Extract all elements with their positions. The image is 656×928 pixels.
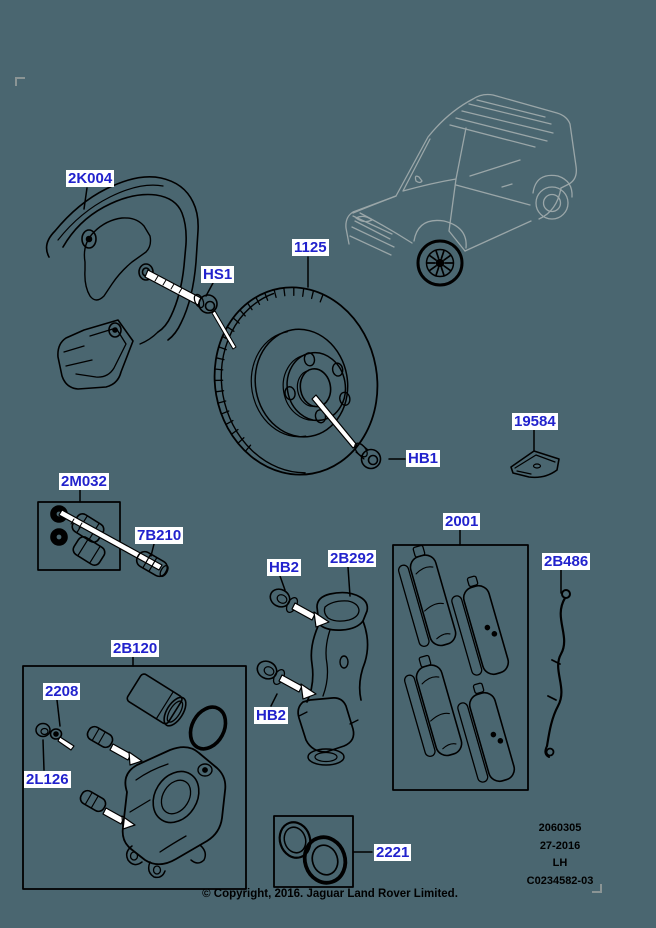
crop-mark-top-left	[15, 77, 25, 86]
pad-kit-drawing	[393, 543, 528, 790]
part-label-19584[interactable]: 19584	[514, 413, 556, 430]
part-label-HS1[interactable]: HS1	[203, 266, 233, 283]
reference-code: C0234582-03	[526, 874, 594, 887]
part-label-2M032[interactable]: 2M032	[61, 473, 107, 490]
part-label-2K004[interactable]: 2K004	[68, 170, 113, 187]
drawing-info-plate	[514, 820, 606, 890]
caliper-body-drawing	[123, 747, 226, 877]
shim-drawing	[511, 451, 559, 477]
part-label-7B210[interactable]: 7B210	[137, 527, 182, 544]
pin-drawing	[134, 549, 171, 579]
part-label-HB2-upper[interactable]: HB2	[269, 559, 300, 576]
part-label-2B120[interactable]: 2B120	[113, 640, 158, 657]
part-label-2B486[interactable]: 2B486	[544, 553, 589, 570]
hb2-upper-bolt-drawing	[267, 586, 329, 627]
disc-drawing	[200, 274, 392, 487]
issue-week: 27-2016	[539, 839, 581, 852]
crop-mark-bottom-right	[592, 884, 602, 893]
vehicle-illustration	[346, 95, 576, 256]
cap-drawing	[36, 724, 50, 737]
part-label-HB1[interactable]: HB1	[408, 450, 439, 467]
highlighted-front-wheel	[418, 241, 462, 285]
part-label-HB2-lower[interactable]: HB2	[256, 707, 287, 724]
part-label-2B292[interactable]: 2B292	[330, 550, 375, 567]
part-label-2001[interactable]: 2001	[445, 513, 479, 530]
part-label-2L126[interactable]: 2L126	[26, 771, 69, 788]
part-label-2208[interactable]: 2208	[45, 683, 79, 700]
seal-kit-drawing	[274, 816, 353, 888]
part-label-1125[interactable]: 1125	[294, 239, 327, 256]
bleed-screw-drawing	[51, 729, 75, 750]
copyright-notice: © Copyright, 2016. Jaguar Land Rover Limited.	[202, 888, 458, 900]
hand-indicator: LH	[552, 857, 568, 869]
drawing-number: 2060305	[538, 822, 582, 834]
part-label-2221[interactable]: 2221	[376, 844, 410, 861]
wear-indicator-drawing	[545, 590, 570, 757]
shield-drawing	[47, 177, 199, 389]
hb2-lower-bolt-drawing	[254, 658, 316, 699]
